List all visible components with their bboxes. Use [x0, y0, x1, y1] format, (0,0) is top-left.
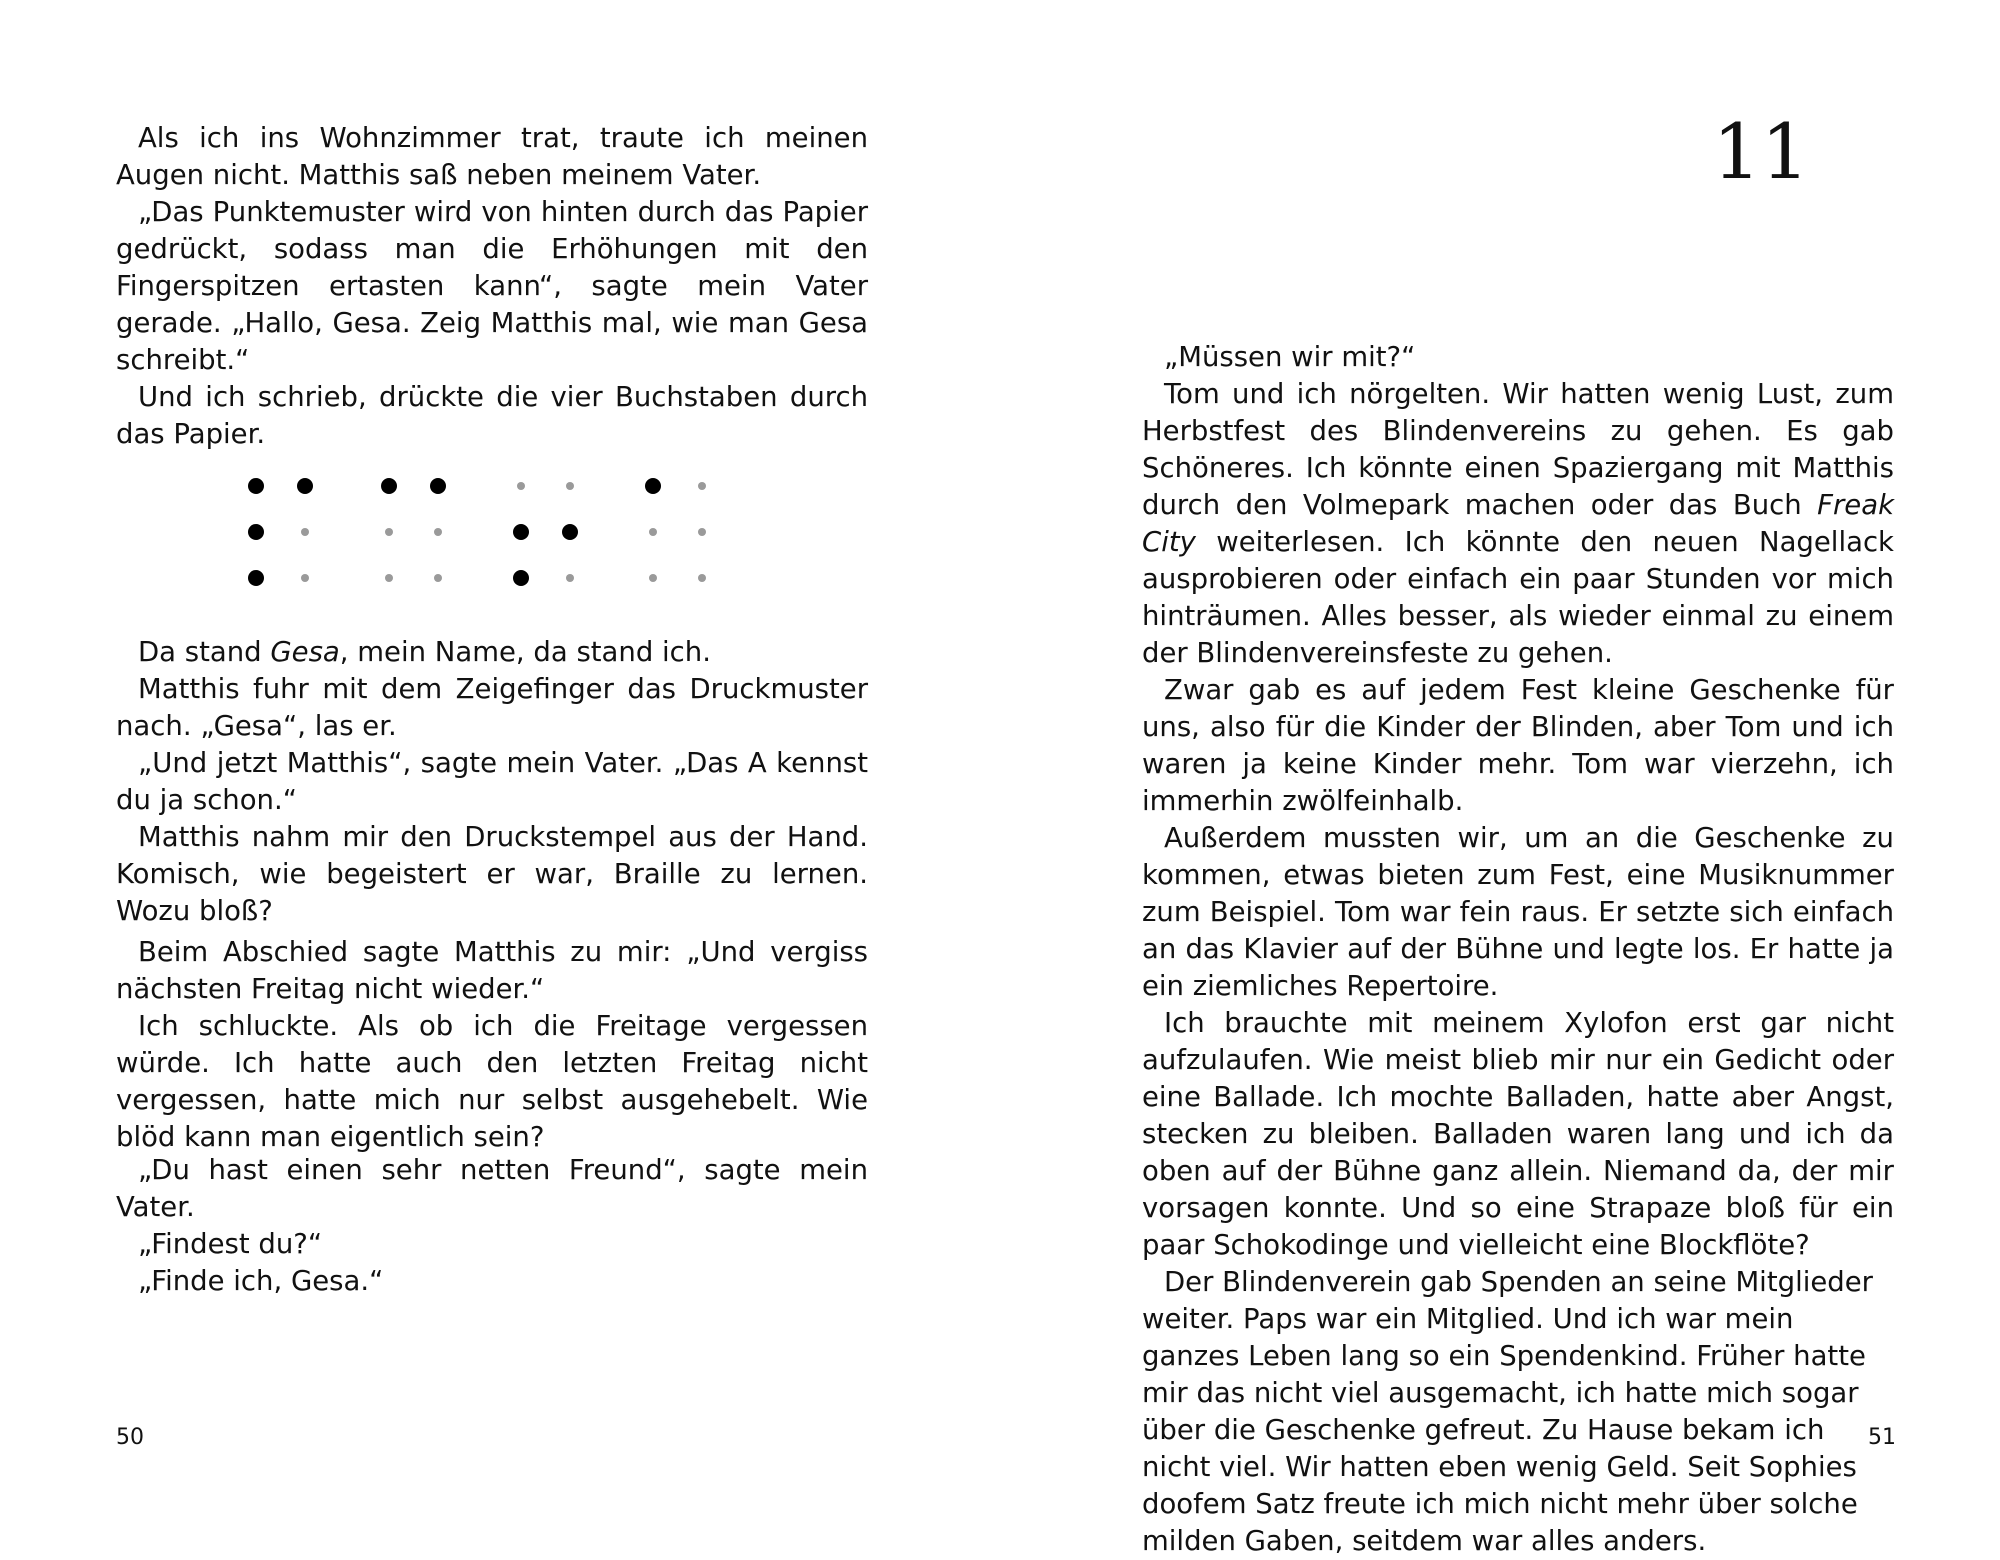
braille-dot-flat: [434, 528, 442, 536]
braille-dot-flat: [301, 574, 309, 582]
braille-dot-flat: [698, 482, 706, 490]
italic-book-title: Freak City: [1142, 489, 1894, 558]
paragraph: [1142, 376, 1894, 672]
page-number-left: 50: [116, 1425, 144, 1450]
braille-cell-e: [381, 478, 446, 582]
paragraph: Ich schluckte. Als ob ich die Freitage vergessen würde. Ich hatte auch den letzten Freitag nicht vergessen, hatte mich nur selbst ausgehebelt. Wie blöd kann man eigentlich sein?: [116, 1010, 868, 1153]
paragraph: Zwar gab es auf jedem Fest kleine Geschenke für uns, also für die Kinder der Blinden, aber Tom und ich waren ja keine Kinder mehr. Tom war vierzehn, ich immerhin zwölfeinhalb.: [1142, 674, 1894, 817]
italic-name: Gesa: [270, 636, 340, 668]
page-number-right: 51: [1868, 1425, 1896, 1450]
braille-dot-flat: [566, 574, 574, 582]
braille-dot-raised: [513, 524, 529, 540]
paragraph: [116, 634, 868, 671]
braille-dot-raised: [513, 570, 529, 586]
braille-cell-s: [513, 482, 578, 586]
chapter-number: 11: [1712, 107, 1810, 196]
left-top-text: [116, 120, 868, 453]
braille-dot-raised: [248, 524, 264, 540]
paragraph: „Finde ich, Gesa.“: [138, 1265, 384, 1297]
braille-dot-flat: [566, 482, 574, 490]
braille-cell-a: [645, 478, 706, 582]
paragraph: „Du hast einen sehr netten Freund“, sagte mein Vater.: [116, 1154, 868, 1223]
braille-dot-raised: [645, 478, 661, 494]
paragraph: Matthis nahm mir den Druckstempel aus der Hand. Komisch, wie begeistert er war, Braille zu lernen. Wozu bloß?: [116, 821, 868, 927]
paragraph: Außerdem mussten wir, um an die Geschenke zu kommen, etwas bieten zum Fest, eine Musiknummer zum Beispiel. Tom war fein raus. Er setzte sich einfach an das Klavier auf der Bühne und legte los. Er hatte ja ein ziemliches Repertoire.: [1142, 822, 1894, 1002]
paragraph: „Das Punktemuster wird von hinten durch das Papier gedrückt, sodass man die Erhöhungen mit den Fingerspitzen ertasten kann“, sagte mein Vater gerade. „Hallo, Gesa. Zeig Matthis mal, wie man Gesa schreibt.“: [116, 196, 868, 376]
braille-dot-raised: [562, 524, 578, 540]
braille-dot-flat: [385, 528, 393, 536]
paragraph: „Und jetzt Matthis“, sagte mein Vater. „Das A kennst du ja schon.“: [116, 747, 868, 816]
paragraph: Matthis fuhr mit dem Zeigefinger das Druckmuster nach. „Gesa“, las er.: [116, 673, 868, 742]
braille-dot-flat: [434, 574, 442, 582]
text-run: Da stand: [138, 636, 271, 668]
braille-dot-raised: [430, 478, 446, 494]
right-page: [1000, 0, 2000, 1557]
braille-dot-flat: [649, 528, 657, 536]
braille-dot-raised: [248, 478, 264, 494]
braille-dot-flat: [517, 482, 525, 490]
braille-dot-flat: [385, 574, 393, 582]
braille-gesa-figure: [242, 470, 722, 590]
left-section-3: [116, 1152, 868, 1300]
braille-dot-flat: [301, 528, 309, 536]
paragraph: Und ich schrieb, drückte die vier Buchstaben durch das Papier.: [116, 381, 868, 450]
paragraph: „Findest du?“: [138, 1228, 323, 1260]
text-run: Tom und ich nörgelten. Wir hatten wenig Lust, zum Herbstfest des Blindenvereins zu gehen. Es gab Schöneres. Ich könnte einen Spaziergang mit Matthis durch den Volmepark machen oder das Buch: [1142, 378, 1894, 521]
text-run: , mein Name, da stand ich.: [339, 636, 711, 668]
braille-cell-g: [248, 478, 313, 586]
braille-dot-flat: [698, 574, 706, 582]
paragraph: Ich brauchte mit meinem Xylofon erst gar nicht aufzulaufen. Wie meist blieb mir nur ein Gedicht oder eine Ballade. Ich mochte Balladen, hatte aber Angst, stecken zu bleiben. Balladen waren lang und ich da oben auf der Bühne ganz allein. Niemand da, der mir vorsagen konnte. Und so eine Strapaze bloß für ein paar Schokodinge und vielleicht eine Blockflöte?: [1142, 1007, 1894, 1261]
braille-dot-raised: [381, 478, 397, 494]
braille-dot-raised: [248, 570, 264, 586]
left-page: [0, 0, 1000, 1503]
braille-dot-flat: [649, 574, 657, 582]
left-middle-text: [116, 634, 868, 930]
left-section-2: [116, 934, 868, 1156]
paragraph: Als ich ins Wohnzimmer trat, traute ich meinen Augen nicht. Matthis saß neben meinem Vater.: [116, 122, 868, 191]
paragraph: Beim Abschied sagte Matthis zu mir: „Und vergiss nächsten Freitag nicht wieder.“: [116, 936, 868, 1005]
braille-dot-flat: [698, 528, 706, 536]
braille-dot-raised: [297, 478, 313, 494]
paragraph: „Müssen wir mit?“: [1164, 341, 1416, 373]
text-run: weiterlesen. Ich könnte den neuen Nagellack ausprobieren oder einfach ein paar Stunden vor mich hinträumen. Alles besser, als wieder einmal zu einem der Blindenvereinsfeste zu gehen.: [1142, 526, 1894, 669]
right-text: [1142, 339, 1894, 1560]
paragraph: Der Blindenverein gab Spenden an seine Mitglieder weiter. Paps war ein Mitglied. Und ich war mein ganzes Leben lang so ein Spendenkind. Früher hatte mir das nicht viel ausgemacht, ich hatte mich sogar über die Geschenke gefreut. Zu Hause bekam ich nicht viel. Wir hatten eben wenig Geld. Seit Sophies doofem Satz freute ich mich nicht mehr über solche milden Gaben, seitdem war alles anders.: [1142, 1266, 1873, 1557]
